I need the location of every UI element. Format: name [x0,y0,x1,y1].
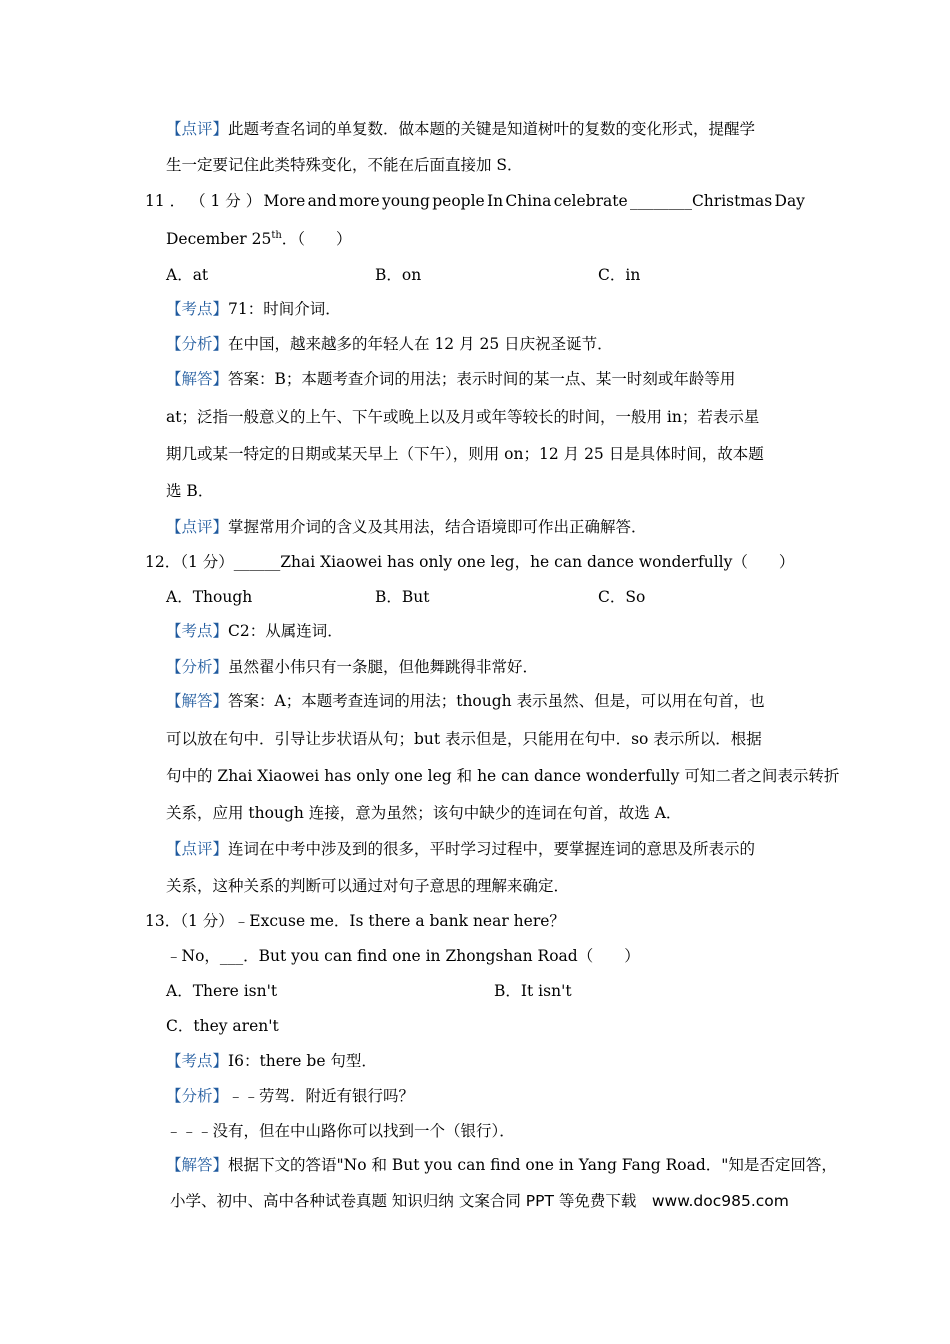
q11-option-a[interactable]: A．at [166,266,209,284]
q13-kaodian: 【考点】I6：there be 句型． [166,1052,377,1070]
q12-option-c[interactable]: C．So [598,588,646,606]
q12-option-b[interactable]: B．But [375,588,430,606]
q13-stem2: ﹣No，___．But you can find one in Zhongshan Road（ ） [166,947,640,965]
q13-fenxi-line2: ﹣﹣﹣没有，但在中山路你可以找到一个（银行）． [166,1122,515,1140]
q12-option-a[interactable]: A．Though [166,588,253,606]
q12-jieda-line2: 可以放在句中．引导让步状语从句；but 表示但是，只能用在句中．so 表示所以．根据 [166,730,762,748]
q11-option-b[interactable]: B．on [375,266,422,284]
page-footer: 小学、初中、高中各种试卷真题 知识归纳 文案合同 PPT 等免费下载 www.doc985.com [170,1192,789,1210]
tag-dianping: 【点评】 [166,120,229,138]
q13-jieda: 【解答】根据下文的答语"No 和 But you can find one in Yang Fang Road．"知是否定回答， [166,1156,837,1174]
q13-fenxi: 【分析】﹣﹣劳驾．附近有银行吗？ [166,1087,415,1105]
q10-review-line2: 生一定要记住此类特殊变化，不能在后面直接加 S． [166,156,523,174]
q11-jieda-line2: at；泛指一般意义的上午、下午或晚上以及月或年等较长的时间，一般用 in；若表示星 [166,408,760,426]
q11-jieda-line3: 期几或某一特定的日期或某天早上（下午），则用 on；12 月 25 日是具体时间，故本题 [166,445,764,463]
q11-jieda-line4: 选 B． [166,482,214,500]
q13-option-b[interactable]: B．It isn't [494,982,572,1000]
q11-stem-line2: December 25th．（ ） [166,230,352,248]
q11-dianping: 【点评】掌握常用介词的含义及其用法，结合语境即可作出正确解答． [166,518,647,536]
q12-fenxi: 【分析】虽然翟小伟只有一条腿，但他舞跳得非常好． [166,658,539,676]
q12-dianping-line2: 关系，这种关系的判断可以通过对句子意思的理解来确定． [166,877,570,895]
q11-number: 11 [145,192,165,210]
q12-jieda-line4: 关系，应用 though 连接，意为虽然；该句中缺少的连词在句首，故选 A． [166,804,682,822]
q11-stem-line1: 11 ． （ 1 分 ） More and more young people In China celebrate ________Christmas Day [145,192,805,210]
q12-kaodian: 【考点】C2：从属连词． [166,622,343,640]
q12-number: 12 [145,553,165,571]
q12-jieda-line1: 【解答】答案：A；本题考查连词的用法；though 表示虽然、但是，可以用在句首，也 [166,692,765,710]
q11-fenxi: 【分析】在中国，越来越多的年轻人在 12 月 25 日庆祝圣诞节． [166,335,613,353]
q13-number: 13 [145,912,165,930]
q12-stem: 12．（1 分）______Zhai Xiaowei has only one leg，he can dance wonderfully（ ） [145,553,795,571]
q11-option-c[interactable]: C．in [598,266,641,284]
q12-dianping-line1: 【点评】连词在中考中涉及到的很多，平时学习过程中，要掌握连词的意思及所表示的 [166,840,756,858]
q13-option-a[interactable]: A．There isn't [166,982,278,1000]
q10-review-line1: 【点评】此题考查名词的单复数．做本题的关键是知道树叶的复数的变化形式，提醒学 [166,120,756,138]
q11-kaodian: 【考点】71：时间介词． [166,300,341,318]
q12-jieda-line3: 句中的 Zhai Xiaowei has only one leg 和 he can dance wonderfully 可知二者之间表示转折 [166,767,840,785]
q11-jieda-line1: 【解答】答案：B；本题考查介词的用法；表示时间的某一点、某一时刻或年龄等用 [166,370,736,388]
q13-stem: 13．（1 分）﹣Excuse me．Is there a bank near here？ [145,912,565,930]
q13-option-c[interactable]: C．they aren't [166,1017,279,1035]
